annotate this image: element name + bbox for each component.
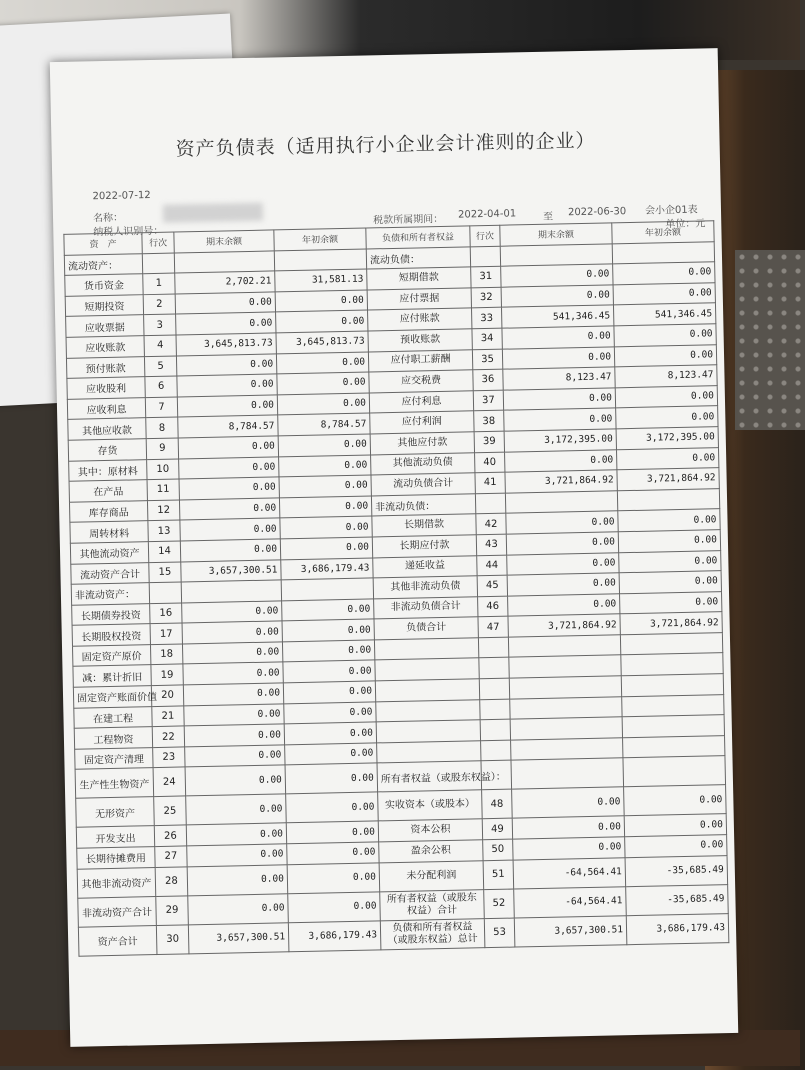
liability-line-number — [481, 740, 511, 761]
liability-end-balance: -64,564.41 — [514, 886, 627, 917]
asset-begin-balance: 0.00 — [288, 891, 381, 922]
liability-end-balance: 0.00 — [502, 326, 614, 349]
liability-line-number: 38 — [474, 411, 504, 432]
liability-line-number: 34 — [472, 328, 502, 349]
col-header-begin-balance: 年初余额 — [274, 228, 366, 251]
liability-name: 盈余公积 — [379, 840, 483, 863]
asset-name: 流动资产： — [64, 253, 142, 275]
liability-begin-balance: 3,721,864.92 — [617, 468, 719, 491]
liability-line-number: 31 — [471, 266, 501, 287]
asset-line-number: 24 — [153, 767, 186, 797]
asset-line-number: 25 — [154, 796, 187, 826]
liability-name: 所有者权益（或股东权益）合计 — [380, 889, 485, 920]
asset-end-balance: 0.00 — [182, 642, 282, 665]
liability-line-number: 39 — [474, 431, 504, 452]
asset-line-number: 17 — [150, 623, 182, 644]
asset-end-balance: 0.00 — [180, 518, 280, 541]
liability-line-number: 33 — [472, 308, 502, 329]
asset-line-number: 30 — [156, 925, 189, 955]
asset-begin-balance: 0.00 — [287, 842, 379, 865]
asset-begin-balance: 31,581.13 — [275, 269, 367, 292]
liability-end-balance: 0.00 — [502, 346, 614, 369]
asset-line-number: 15 — [149, 561, 181, 582]
asset-name: 库存商品 — [69, 500, 147, 522]
asset-line-number: 5 — [144, 356, 176, 377]
liability-begin-balance: 8,123.47 — [615, 365, 717, 388]
liability-line-number — [470, 246, 500, 267]
liability-line-number — [475, 493, 505, 514]
asset-end-balance: 0.00 — [179, 498, 279, 521]
liability-end-balance — [511, 738, 623, 761]
liability-end-balance: 0.00 — [507, 573, 619, 596]
asset-begin-balance: 0.00 — [287, 863, 380, 894]
asset-name: 在产品 — [69, 480, 147, 502]
liability-name: 资本公积 — [378, 819, 482, 842]
liability-end-balance: 0.00 — [503, 388, 615, 411]
asset-end-balance: 0.00 — [177, 374, 277, 397]
asset-name: 固定资产账面价值 — [73, 686, 151, 708]
asset-line-number: 26 — [154, 825, 186, 846]
liability-name: 递延收益 — [373, 555, 477, 578]
asset-end-balance: 0.00 — [183, 662, 283, 685]
asset-end-balance: 0.00 — [177, 395, 277, 418]
liability-name: 应交税费 — [369, 370, 473, 393]
liability-begin-balance: 0.00 — [619, 571, 721, 594]
asset-line-number: 16 — [150, 603, 182, 624]
asset-line-number: 7 — [145, 397, 177, 418]
asset-end-balance: 0.00 — [187, 864, 288, 895]
liability-begin-balance: 0.00 — [614, 324, 716, 347]
liability-begin-balance: 0.00 — [620, 591, 722, 614]
asset-begin-balance: 3,686,179.43 — [281, 557, 373, 580]
asset-end-balance: 0.00 — [176, 353, 276, 376]
col-header-liability: 负债和所有者权益 — [366, 226, 470, 249]
liability-end-balance: 0.00 — [506, 511, 618, 534]
asset-name: 无形资产 — [76, 797, 155, 828]
liability-end-balance: 3,172,395.00 — [504, 429, 616, 452]
form-code: 会小企01表 — [644, 204, 698, 217]
liability-begin-balance — [621, 653, 723, 676]
liability-name — [376, 720, 480, 743]
liability-begin-balance: 3,721,864.92 — [620, 612, 722, 635]
asset-begin-balance: 0.00 — [280, 537, 372, 560]
liability-end-balance: 0.00 — [504, 408, 616, 431]
liability-end-balance: 0.00 — [512, 816, 624, 839]
asset-line-number: 9 — [146, 438, 178, 459]
asset-end-balance: 0.00 — [179, 456, 279, 479]
liability-begin-balance: 0.00 — [625, 835, 727, 858]
liability-name: 其他流动负债 — [371, 452, 475, 475]
asset-end-balance: 0.00 — [180, 539, 280, 562]
liability-end-balance — [505, 491, 617, 514]
liability-begin-balance: 0.00 — [618, 530, 720, 553]
liability-begin-balance — [623, 735, 725, 758]
asset-line-number: 29 — [156, 896, 189, 926]
asset-name: 长期债券投资 — [72, 603, 150, 625]
liability-begin-balance: 0.00 — [614, 344, 716, 367]
asset-begin-balance — [281, 578, 373, 601]
asset-name: 应收股利 — [67, 377, 145, 399]
asset-name: 应收账款 — [66, 336, 144, 358]
redacted-company-name — [163, 203, 263, 223]
liability-begin-balance: 0.00 — [615, 385, 717, 408]
liability-begin-balance: 0.00 — [624, 785, 727, 816]
asset-end-balance: 0.00 — [176, 312, 276, 335]
asset-begin-balance: 0.00 — [279, 496, 371, 519]
asset-line-number: 20 — [151, 685, 183, 706]
liability-line-number — [479, 658, 509, 679]
asset-end-balance: 0.00 — [184, 703, 284, 726]
liability-line-number — [480, 719, 510, 740]
period-to: 至 — [543, 211, 554, 223]
period-label: 税款所属期间： — [373, 213, 444, 227]
asset-name: 长期待摊费用 — [77, 847, 155, 869]
liability-name: 长期应付款 — [372, 535, 476, 558]
asset-line-number: 13 — [148, 520, 180, 541]
liability-begin-balance: -35,685.49 — [626, 884, 729, 915]
asset-line-number: 23 — [153, 747, 185, 768]
asset-name: 存货 — [68, 439, 146, 461]
liability-begin-balance — [623, 756, 726, 787]
asset-end-balance: 0.00 — [179, 477, 279, 500]
asset-begin-balance — [274, 249, 366, 272]
liability-end-balance: 541,346.45 — [501, 305, 613, 328]
liability-begin-balance: 0.00 — [613, 262, 715, 285]
asset-end-balance: 8,784.57 — [178, 415, 278, 438]
asset-line-number — [149, 582, 181, 603]
liability-line-number: 35 — [472, 349, 502, 370]
asset-line-number: 21 — [152, 706, 184, 727]
report-date: 2022-07-12 — [92, 190, 151, 203]
liability-end-balance — [500, 243, 612, 266]
liability-name: 流动负债合计 — [371, 473, 475, 496]
liability-name: 非流动负债： — [371, 494, 475, 517]
liability-name: 非流动负债合计 — [374, 596, 478, 619]
liability-begin-balance — [612, 241, 714, 264]
asset-end-balance: 0.00 — [182, 621, 282, 644]
taxpayer-id-label: 纳税人识别号： — [93, 225, 164, 239]
liability-name: 实收资本（或股本） — [378, 790, 483, 821]
liability-begin-balance: 0.00 — [618, 509, 720, 532]
liability-name: 所有者权益（或股东权益）： — [377, 761, 482, 792]
liability-end-balance: 0.00 — [501, 285, 613, 308]
asset-begin-balance: 3,645,813.73 — [276, 331, 368, 354]
liability-name: 负债合计 — [374, 617, 478, 640]
liability-end-balance: 3,657,300.51 — [514, 915, 627, 946]
asset-line-number: 6 — [145, 376, 177, 397]
liability-end-balance: 0.00 — [513, 837, 625, 860]
asset-begin-balance: 0.00 — [277, 393, 369, 416]
asset-begin-balance: 0.00 — [276, 352, 368, 375]
asset-line-number: 14 — [148, 541, 180, 562]
liability-name: 其他非流动负债 — [373, 576, 477, 599]
liability-end-balance: 0.00 — [507, 552, 619, 575]
liability-name: 负债和所有者权益（或股东权益）总计 — [380, 918, 485, 949]
asset-line-number: 4 — [144, 335, 176, 356]
asset-name: 短期投资 — [65, 294, 143, 316]
liability-begin-balance: 3,686,179.43 — [626, 913, 729, 944]
liability-end-balance: 0.00 — [501, 264, 613, 287]
liability-line-number — [480, 699, 510, 720]
liability-line-number: 32 — [471, 287, 501, 308]
asset-name: 应收利息 — [67, 397, 145, 419]
asset-name: 其中：原材料 — [69, 459, 147, 481]
liability-end-balance — [509, 676, 621, 699]
asset-name: 生产性生物资产 — [75, 768, 154, 799]
liability-name — [374, 638, 478, 661]
balance-sheet-document — [50, 48, 738, 1047]
liability-line-number: 41 — [475, 472, 505, 493]
unit-label: 单位：元 — [665, 218, 706, 231]
asset-name: 预付账款 — [66, 356, 144, 378]
asset-begin-balance: 0.00 — [282, 619, 374, 642]
asset-line-number: 8 — [146, 417, 178, 438]
asset-line-number: 12 — [147, 500, 179, 521]
asset-end-balance: 0.00 — [175, 292, 275, 315]
liability-end-balance: 3,721,864.92 — [505, 470, 617, 493]
col-header-line2: 行次 — [470, 225, 500, 246]
col-header-begin-balance2: 年初余额 — [612, 221, 714, 244]
asset-name: 非流动资产合计 — [78, 896, 157, 927]
company-label: 名称： — [92, 212, 124, 225]
liability-line-number: 42 — [476, 513, 506, 534]
asset-end-balance: 0.00 — [186, 823, 286, 846]
liability-line-number: 40 — [475, 452, 505, 473]
col-header-asset: 资 产 — [64, 233, 142, 255]
asset-name: 流动资产合计 — [71, 562, 149, 584]
asset-name: 应收票据 — [66, 315, 144, 337]
liability-end-balance: 0.00 — [512, 787, 625, 818]
asset-begin-balance: 3,686,179.43 — [288, 920, 381, 951]
liability-line-number: 53 — [484, 918, 515, 948]
asset-begin-balance: 0.00 — [279, 475, 371, 498]
asset-line-number: 10 — [147, 459, 179, 480]
liability-line-number: 48 — [482, 790, 513, 820]
liability-end-balance: 0.00 — [506, 532, 618, 555]
liability-end-balance: 8,123.47 — [503, 367, 615, 390]
liability-begin-balance — [622, 694, 724, 717]
asset-end-balance: 0.00 — [187, 844, 287, 867]
asset-name: 开发支出 — [76, 826, 154, 848]
asset-begin-balance: 0.00 — [277, 372, 369, 395]
asset-name: 其他非流动资产 — [77, 867, 156, 898]
asset-begin-balance: 0.00 — [282, 640, 374, 663]
document-title: 资产负债表（适用执行小企业会计准则的企业） — [175, 129, 596, 161]
asset-name: 货币资金 — [65, 274, 143, 296]
liability-line-number: 52 — [484, 889, 515, 919]
liability-end-balance — [508, 635, 620, 658]
liability-line-number: 51 — [483, 860, 514, 890]
liability-begin-balance: 0.00 — [616, 447, 718, 470]
asset-begin-balance: 0.00 — [286, 821, 378, 844]
liability-end-balance — [509, 655, 621, 678]
asset-name: 其他应收款 — [68, 418, 146, 440]
liability-name: 长期借款 — [372, 514, 476, 537]
asset-line-number: 18 — [150, 644, 182, 665]
asset-end-balance: 0.00 — [186, 794, 287, 825]
liability-begin-balance: 3,172,395.00 — [616, 427, 718, 450]
liability-end-balance — [511, 758, 624, 789]
liability-line-number: 50 — [483, 839, 513, 860]
liability-end-balance: 0.00 — [505, 449, 617, 472]
asset-begin-balance: 0.00 — [286, 792, 379, 823]
period-start: 2022-04-01 — [457, 208, 517, 221]
liability-name — [375, 679, 479, 702]
asset-begin-balance: 0.00 — [285, 763, 378, 794]
asset-begin-balance: 0.00 — [275, 290, 367, 313]
asset-begin-balance: 0.00 — [276, 310, 368, 333]
col-header-end-balance: 期末余额 — [174, 230, 274, 253]
liability-begin-balance: 0.00 — [624, 814, 726, 837]
asset-name: 非流动资产： — [71, 583, 149, 605]
liability-begin-balance — [617, 488, 719, 511]
liability-begin-balance — [621, 674, 723, 697]
asset-line-number: 2 — [143, 294, 175, 315]
liability-line-number — [478, 637, 508, 658]
asset-begin-balance: 0.00 — [282, 599, 374, 622]
asset-begin-balance: 0.00 — [283, 660, 375, 683]
asset-line-number: 22 — [152, 726, 184, 747]
liability-begin-balance: -35,685.49 — [625, 855, 728, 886]
liability-line-number: 46 — [478, 596, 508, 617]
asset-name: 固定资产原价 — [72, 644, 150, 666]
liability-name: 应付利息 — [369, 391, 473, 414]
liability-line-number: 45 — [477, 575, 507, 596]
asset-name: 其他流动资产 — [70, 542, 148, 564]
liability-begin-balance: 0.00 — [619, 550, 721, 573]
asset-end-balance — [181, 580, 281, 603]
asset-end-balance: 3,657,300.51 — [181, 559, 281, 582]
asset-name: 在建工程 — [74, 706, 152, 728]
asset-begin-balance: 0.00 — [278, 434, 370, 457]
liability-begin-balance: 541,346.45 — [613, 303, 715, 326]
asset-begin-balance: 0.00 — [284, 722, 376, 745]
asset-name: 周转材料 — [70, 521, 148, 543]
asset-name: 资产合计 — [78, 925, 157, 956]
asset-end-balance: 0.00 — [183, 683, 283, 706]
asset-begin-balance: 8,784.57 — [278, 413, 370, 436]
asset-begin-balance: 0.00 — [280, 516, 372, 539]
asset-name: 工程物资 — [74, 727, 152, 749]
liability-begin-balance: 0.00 — [616, 406, 718, 429]
asset-line-number: 27 — [155, 846, 187, 867]
liability-name — [376, 699, 480, 722]
liability-end-balance — [510, 717, 622, 740]
liability-line-number: 47 — [478, 616, 508, 637]
asset-end-balance: 0.00 — [178, 436, 278, 459]
asset-end-balance: 3,645,813.73 — [176, 333, 276, 356]
liability-name: 其他应付款 — [370, 432, 474, 455]
liability-end-balance: 0.00 — [508, 593, 620, 616]
liability-name: 应付账款 — [368, 308, 472, 331]
asset-end-balance: 2,702.21 — [175, 271, 275, 294]
liability-end-balance — [510, 696, 622, 719]
asset-line-number: 1 — [143, 273, 175, 294]
asset-begin-balance: 0.00 — [284, 702, 376, 725]
asset-end-balance: 0.00 — [188, 893, 289, 924]
liability-line-number: 44 — [477, 555, 507, 576]
asset-line-number — [142, 253, 174, 274]
liability-name: 应付利润 — [370, 411, 474, 434]
asset-line-number: 28 — [155, 867, 188, 897]
asset-end-balance: 0.00 — [185, 765, 286, 796]
liability-name: 应付票据 — [367, 288, 471, 311]
liability-end-balance: 3,721,864.92 — [508, 614, 620, 637]
asset-name: 长期股权投资 — [72, 624, 150, 646]
asset-begin-balance: 0.00 — [279, 455, 371, 478]
asset-line-number: 11 — [147, 479, 179, 500]
liability-name — [375, 658, 479, 681]
liability-line-number: 36 — [473, 369, 503, 390]
liability-line-number: 37 — [473, 390, 503, 411]
liability-name: 流动负债： — [366, 246, 470, 269]
liability-line-number: 43 — [476, 534, 506, 555]
liability-name: 短期借款 — [367, 267, 471, 290]
liability-begin-balance: 0.00 — [613, 283, 715, 306]
balance-sheet-table — [63, 220, 729, 956]
liability-name: 应付职工薪酬 — [368, 349, 472, 372]
asset-end-balance: 0.00 — [185, 745, 285, 768]
asset-name: 固定资产清理 — [75, 747, 153, 769]
asset-end-balance — [174, 251, 274, 274]
liability-end-balance: -64,564.41 — [513, 857, 626, 888]
col-header-line: 行次 — [142, 232, 174, 253]
asset-end-balance: 0.00 — [182, 601, 282, 624]
liability-begin-balance — [622, 715, 724, 738]
col-header-end-balance2: 期末余额 — [500, 223, 612, 246]
perforated-panel — [735, 250, 805, 430]
liability-line-number — [479, 678, 509, 699]
asset-begin-balance: 0.00 — [283, 681, 375, 704]
liability-line-number: 49 — [482, 819, 512, 840]
asset-name: 减：累计折旧 — [73, 665, 151, 687]
period-end: 2022-06-30 — [567, 206, 627, 219]
liability-name: 未分配利润 — [379, 860, 484, 891]
asset-end-balance: 0.00 — [184, 724, 284, 747]
asset-end-balance: 3,657,300.51 — [188, 922, 289, 953]
asset-line-number: 3 — [144, 314, 176, 335]
liability-name — [377, 741, 481, 764]
liability-name: 预收账款 — [368, 329, 472, 352]
asset-line-number: 19 — [151, 664, 183, 685]
asset-begin-balance: 0.00 — [285, 743, 377, 766]
liability-begin-balance — [620, 633, 722, 656]
